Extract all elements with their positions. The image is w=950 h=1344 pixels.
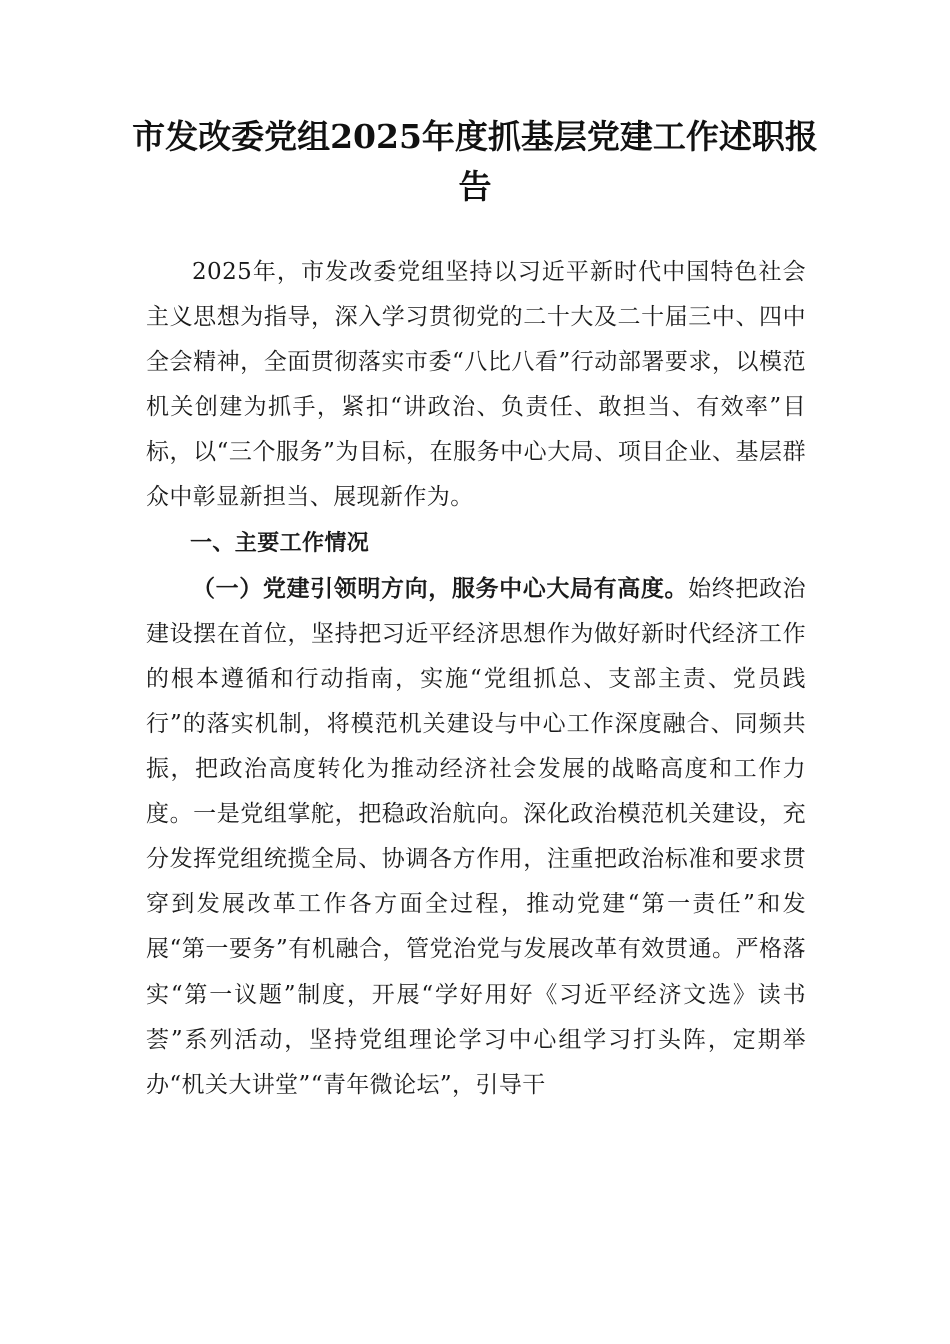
item-paragraph (146, 566, 806, 1108)
document-body (146, 250, 806, 1108)
item-body-text: 始终把政治建设摆在首位，坚持把习近平经济思想作为做好新时代经济工作的根本遵循和行动指南，实施“党组抓总、支部主责、党员践行”的落实机制，将模范机关建设与中心工作深度融合、同频共振，把政治高度转化为推动经济社会发展的战略高度和工作力度。一是党组掌舵，把稳政治航向。深化政治模范机关建设，充分发挥党组统揽全局、协调各方作用，注重把政治标准和要求贯穿到发展改革工作各方面全过程，推动党建“第一责任”和发展“第一要务”有机融合，管党治党与发展改革有效贯通。严格落实“第一议题”制度，开展“学好用好《习近平经济文选》读书荟”系列活动，坚持党组理论学习中心组学习打头阵，定期举办“机关大讲堂”“青年微论坛”，引导干 (146, 575, 807, 1098)
item-subheading: （一）党建引领明方向，服务中心大局有高度。 (192, 574, 689, 602)
intro-paragraph: 2025年，市发改委党组坚持以习近平新时代中国特色社会主义思想为指导，深入学习贯彻党的二十大及二十届三中、四中全会精神，全面贯彻落实市委“八比八看”行动部署要求，以模范机关创建为抓手，紧扣“讲政治、负责任、敢担当、有效率”目标，以“三个服务”为目标，在服务中心大局、项目企业、基层群众中彰显新担当、展现新作为。 (146, 259, 806, 511)
document-title: 市发改委党组2025年度抓基层党建工作述职报告 (132, 117, 818, 206)
section-heading: 一、主要工作情况 (190, 530, 370, 556)
